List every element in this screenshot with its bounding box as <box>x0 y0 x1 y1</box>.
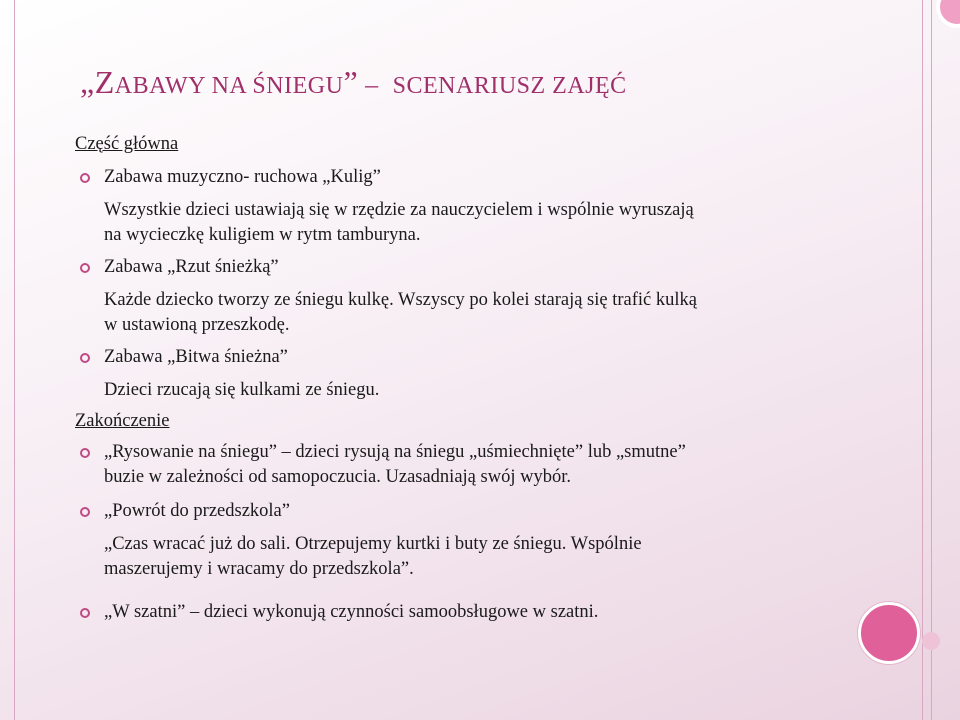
item-description <box>75 288 905 338</box>
item-description <box>75 198 905 248</box>
bullet-icon <box>80 263 90 273</box>
item-description <box>75 532 905 582</box>
decor-circle-top <box>936 0 960 28</box>
item-label: Zabawa „Rzut śnieżką” <box>104 257 279 277</box>
decor-line-left <box>14 0 15 720</box>
bullet-icon <box>80 173 90 183</box>
section-heading-main: Część główna <box>75 134 179 154</box>
bullet-icon <box>80 507 90 517</box>
item-label: „Powrót do przedszkola” <box>104 501 290 521</box>
description-line: w ustawioną przeszkodę. <box>104 315 290 335</box>
item-text-line: „Rysowanie na śniegu” – dzieci rysują na śniegu „uśmiechnięte” lub „smutne” <box>104 442 686 462</box>
title-word2: SCENARIUSZ ZAJĘĆ <box>392 73 627 99</box>
description-line: „Czas wracać już do sali. Otrzepujemy kurtki i buty ze śniegu. Wspólnie <box>104 534 642 554</box>
description-line: Każde dziecko tworzy ze śniegu kulkę. Wszyscy po kolei starają się trafić kulką <box>104 290 697 310</box>
title-open: „Z <box>80 64 115 100</box>
item-description <box>75 378 905 403</box>
bullet-icon <box>80 608 90 618</box>
list-item <box>75 165 905 190</box>
item-text: „W szatni” – dzieci wykonują czynności samoobsługowe w szatni. <box>104 602 599 622</box>
list-item <box>75 440 905 490</box>
bullet-icon <box>80 448 90 458</box>
slide-title <box>80 64 900 101</box>
list-item <box>75 499 905 524</box>
item-label: Zabawa „Bitwa śnieżna” <box>104 347 288 367</box>
list-item <box>75 255 905 280</box>
bullet-icon <box>80 353 90 363</box>
slide-body <box>75 132 905 625</box>
title-close-quote: ” <box>343 64 359 100</box>
item-text-line: buzie w zależności od samopoczucia. Uzasadniają swój wybór. <box>104 467 571 487</box>
section-heading-end: Zakończenie <box>75 411 170 431</box>
description-line: maszerujemy i wracamy do przedszkola”. <box>104 559 414 579</box>
list-item <box>75 345 905 370</box>
decor-line-right-2 <box>931 0 932 720</box>
decor-line-right-1 <box>922 0 923 720</box>
item-label: Zabawa muzyczno- ruchowa „Kulig” <box>104 167 381 187</box>
title-dash: – <box>358 70 393 99</box>
description-line: na wycieczkę kuligiem w rytm tamburyna. <box>104 225 421 245</box>
decor-circle-small <box>922 632 940 650</box>
title-word1: ABAWY NA ŚNIEGU <box>114 73 344 99</box>
description-line: Wszystkie dzieci ustawiają się w rzędzie za nauczycielem i wspólnie wyruszają <box>104 200 694 220</box>
description-line: Dzieci rzucają się kulkami ze śniegu. <box>104 380 380 400</box>
list-item <box>75 600 905 625</box>
